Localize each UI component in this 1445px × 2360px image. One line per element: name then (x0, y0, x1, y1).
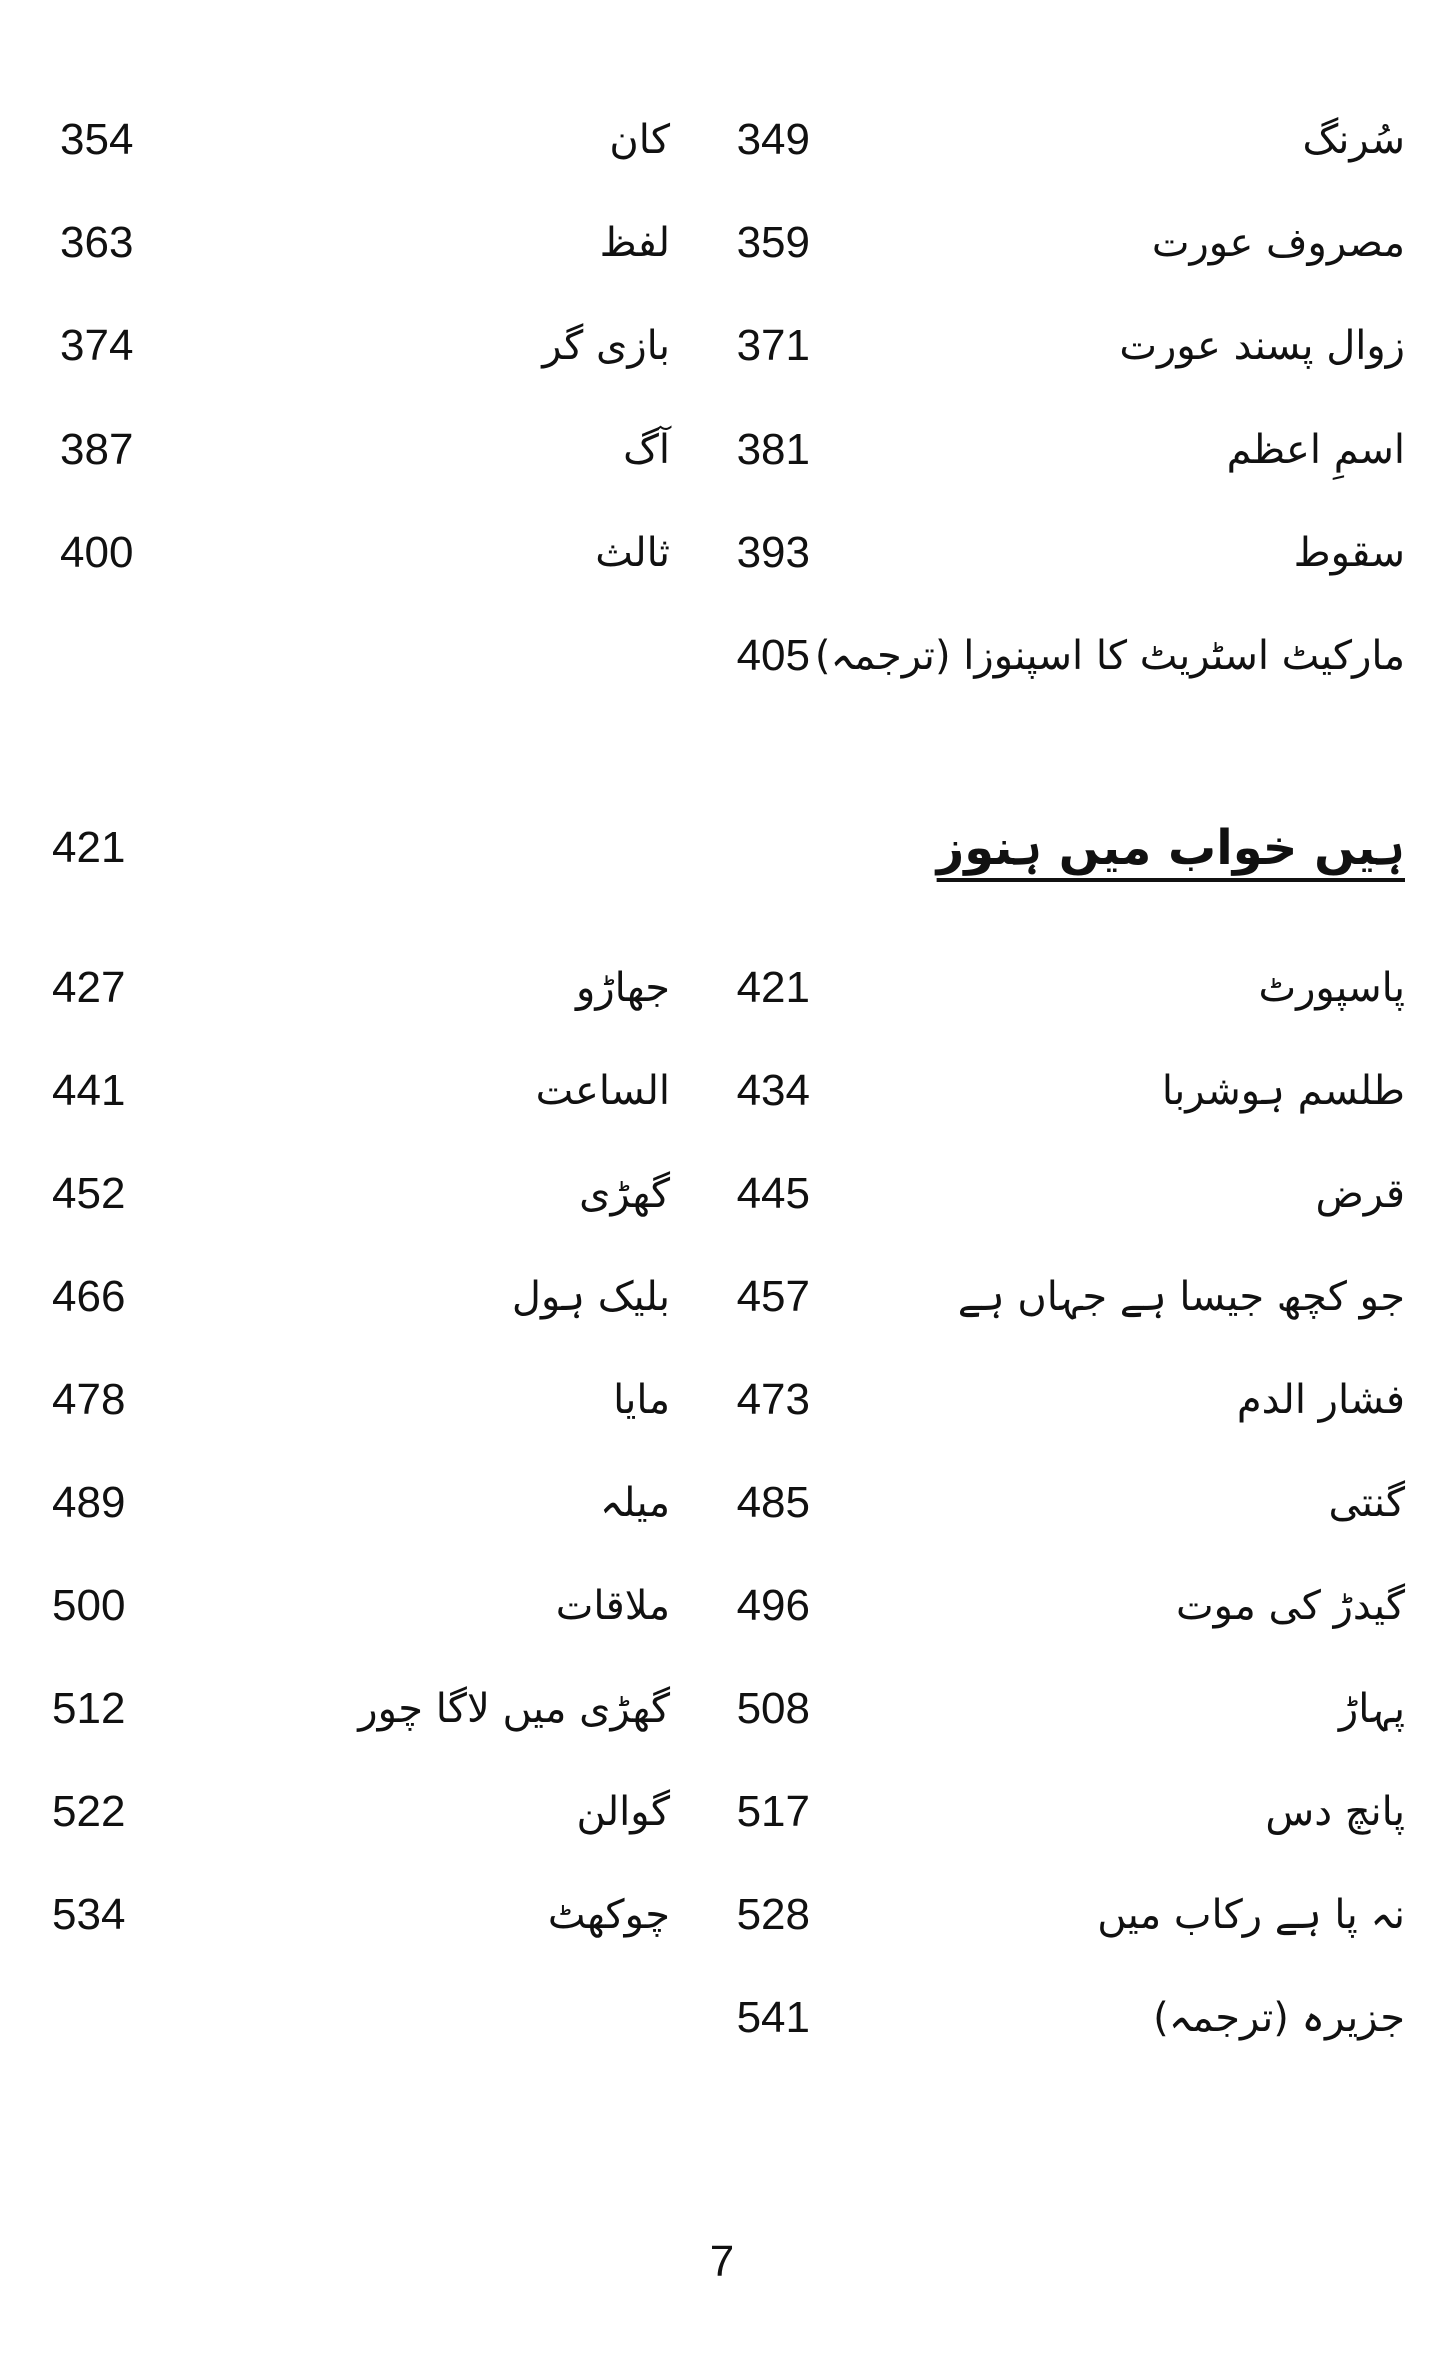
entry-title: قرض (1315, 1171, 1405, 1217)
entry-subtitle: مایا (613, 1377, 670, 1423)
entry-title: طلسم ہوشربا (1161, 1068, 1405, 1114)
toc-row (0, 513, 1445, 593)
entry-subpage: 512 (52, 1684, 126, 1733)
entry-page: 445 (736, 1169, 810, 1218)
entry-subpage: 522 (52, 1787, 126, 1836)
entry-subpage: 354 (60, 115, 134, 164)
entry-title: گیدڑ کی موت (1176, 1583, 1405, 1629)
toc-row (0, 1463, 1445, 1543)
toc-row (0, 1978, 1445, 2058)
entry-page: 541 (736, 1993, 810, 2042)
entry-title: جو کچھ جیسا ہے جہاں ہے (957, 1274, 1405, 1320)
entry-subtitle: چوکھٹ (547, 1892, 670, 1938)
entry-subpage: 400 (60, 528, 134, 577)
entry-title: نہ پا ہے رکاب میں (1097, 1892, 1405, 1938)
toc-row (0, 948, 1445, 1028)
entry-title: پاسپورٹ (1258, 965, 1405, 1011)
entry-subpage: 452 (52, 1169, 126, 1218)
toc-row (0, 1875, 1445, 1955)
toc-row (0, 616, 1445, 696)
entry-page: 496 (736, 1581, 810, 1630)
entry-page: 457 (736, 1272, 810, 1321)
entry-subtitle: جھاڑو (576, 965, 670, 1011)
entry-subpage: 427 (52, 963, 126, 1012)
section-heading: ہیں خواب میں ہنوز (936, 820, 1405, 876)
entry-page: 381 (736, 425, 810, 474)
entry-title: جزیرہ (ترجمہ) (1153, 1995, 1405, 2041)
entry-subtitle: گوالن (576, 1789, 670, 1835)
entry-title: اسمِ اعظم (1226, 427, 1405, 473)
entry-title: فشار الدم (1236, 1377, 1405, 1423)
toc-row (0, 410, 1445, 490)
entry-subtitle: بازی گر (542, 323, 670, 369)
entry-page: 508 (736, 1684, 810, 1733)
entry-page: 421 (736, 963, 810, 1012)
entry-subtitle: کان (609, 117, 670, 163)
entry-title: گنتی (1328, 1480, 1405, 1526)
toc-row (0, 1669, 1445, 1749)
entry-title: زوال پسند عورت (1119, 323, 1405, 369)
entry-subpage: 478 (52, 1375, 126, 1424)
entry-page: 371 (736, 321, 810, 370)
toc-row (0, 1360, 1445, 1440)
entry-subtitle: ملاقات (555, 1583, 670, 1629)
entry-title: مصروف عورت (1151, 220, 1405, 266)
entry-subtitle: آگ (623, 427, 670, 473)
toc-row (0, 1772, 1445, 1852)
entry-subtitle: الساعت (535, 1068, 670, 1114)
toc-row (0, 1257, 1445, 1337)
entry-subpage: 374 (60, 321, 134, 370)
entry-title: پہاڑ (1338, 1686, 1405, 1732)
page-number: 7 (709, 2237, 735, 2286)
section-heading-row (0, 808, 1445, 908)
entry-subtitle: گھڑی (579, 1171, 670, 1217)
entry-title: سقوط (1293, 530, 1405, 576)
entry-page: 393 (736, 528, 810, 577)
toc-row (0, 1154, 1445, 1234)
toc-row (0, 100, 1445, 180)
entry-subtitle: ثالث (595, 530, 670, 576)
entry-subpage: 466 (52, 1272, 126, 1321)
toc-row (0, 1051, 1445, 1131)
entry-title: سُرنگ (1302, 117, 1405, 163)
entry-page: 473 (736, 1375, 810, 1424)
entry-page: 405 (736, 631, 810, 680)
entry-title: پانچ دس (1265, 1789, 1405, 1835)
entry-page: 434 (736, 1066, 810, 1115)
entry-subpage: 387 (60, 425, 134, 474)
entry-subtitle: میلہ (599, 1480, 670, 1526)
entry-subpage: 363 (60, 218, 134, 267)
toc-row (0, 1566, 1445, 1646)
entry-page: 528 (736, 1890, 810, 1939)
entry-subtitle: گھڑی میں لاگا چور (358, 1686, 670, 1732)
entry-title: مارکیٹ اسٹریٹ کا اسپنوزا (ترجمہ) (814, 633, 1405, 679)
entry-subtitle: بلیک ہول (511, 1274, 670, 1320)
section-heading-page: 421 (52, 823, 126, 872)
entry-subpage: 441 (52, 1066, 126, 1115)
entry-subpage: 489 (52, 1478, 126, 1527)
entry-subpage: 534 (52, 1890, 126, 1939)
toc-row (0, 203, 1445, 283)
entry-page: 359 (736, 218, 810, 267)
entry-subtitle: لفظ (599, 220, 670, 266)
entry-page: 485 (736, 1478, 810, 1527)
toc-row (0, 306, 1445, 386)
entry-page: 517 (736, 1787, 810, 1836)
entry-subpage: 500 (52, 1581, 126, 1630)
entry-page: 349 (736, 115, 810, 164)
